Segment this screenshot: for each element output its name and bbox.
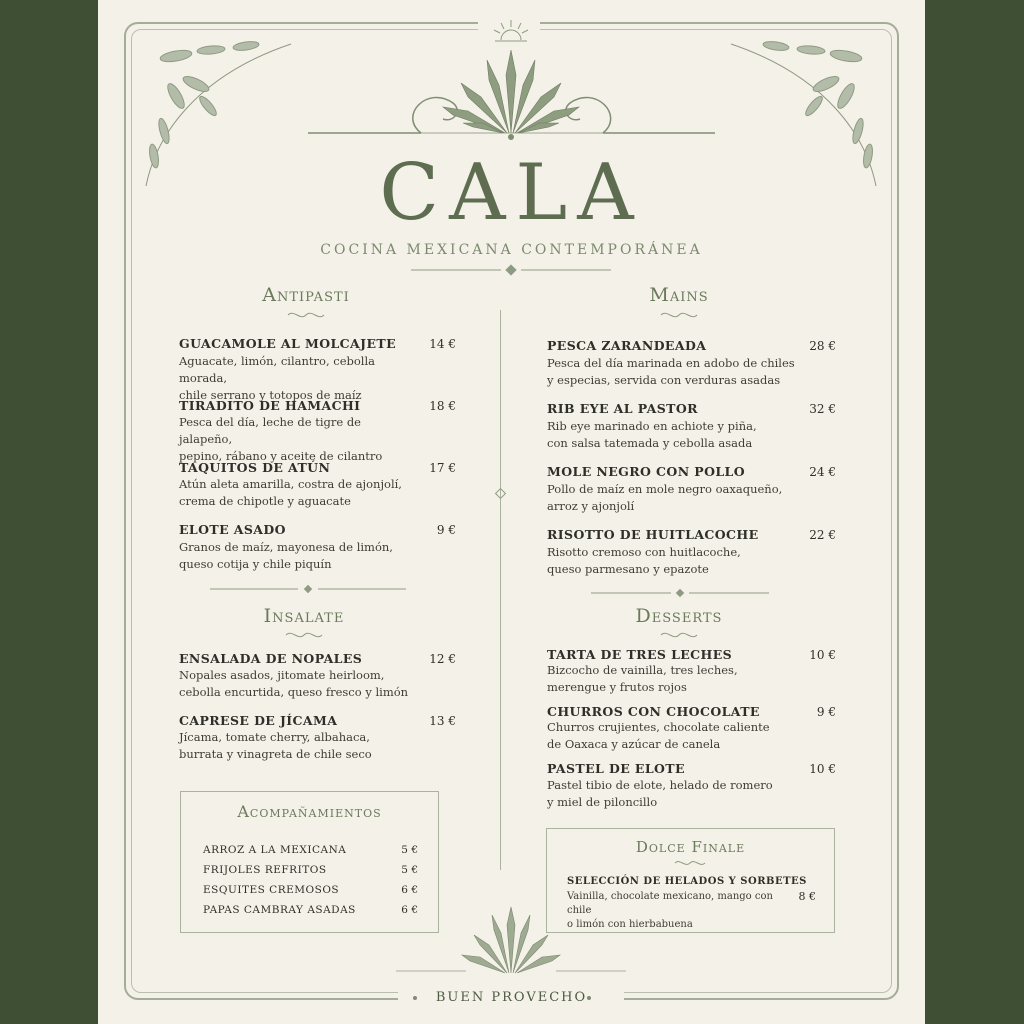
- item-name: CAPRESE DE JÍCAMA: [179, 713, 338, 728]
- finale-item-price: 8 €: [798, 890, 816, 903]
- item-name: RISOTTO DE HUITLACOCHE: [547, 527, 759, 542]
- item-price: 12 €: [429, 652, 456, 666]
- item-name: CHURROS CON CHOCOLATE: [547, 704, 760, 719]
- item-name: TIRADITO DE HAMACHI: [179, 398, 361, 413]
- item-desc: Jícama, tomate cherry, albahaca, burrata y vinagreta de chile seco: [179, 730, 372, 761]
- item-price: 10 €: [809, 648, 836, 662]
- divider-icon: [591, 588, 769, 598]
- finale-item-desc: Vainilla, chocolate mexicano, mango con chile o limón con hierbabuena: [567, 891, 773, 930]
- flourish-icon: [659, 629, 699, 641]
- section-title-desserts: Desserts: [635, 605, 723, 627]
- item-name: PESCA ZARANDEADA: [547, 338, 707, 353]
- restaurant-title: CALA: [379, 148, 644, 238]
- item-name: TAQUITOS DE ATÚN: [179, 460, 331, 475]
- section-title-insalate: Insalate: [263, 605, 345, 627]
- flourish-icon: [284, 629, 324, 641]
- footer-text: BUEN PROVECHO: [435, 990, 588, 1005]
- item-desc: Pastel tibio de elote, helado de romero y miel de piloncillo: [547, 778, 773, 809]
- item-desc: Bizcocho de vainilla, tres leches, merengue y frutos rojos: [547, 663, 738, 694]
- item-price: 32 €: [809, 402, 836, 416]
- item-name: ELOTE ASADO: [179, 522, 286, 537]
- section-title-sides: Acompañamientos: [237, 802, 382, 821]
- sun-icon: [491, 16, 531, 46]
- side-item-name: PAPAS CAMBRAY ASADAS: [203, 904, 356, 916]
- section-title-antipasti: Antipasti: [262, 284, 350, 306]
- item-desc: Aguacate, limón, cilantro, cebolla morada, chile serrano y totopos de maíz: [179, 354, 376, 402]
- item-price: 28 €: [809, 339, 836, 353]
- side-item-name: FRIJOLES REFRITOS: [203, 864, 327, 876]
- side-item-price: 5 €: [401, 864, 418, 876]
- item-price: 18 €: [429, 399, 456, 413]
- item-price: 24 €: [809, 465, 836, 479]
- side-item-name: ARROZ A LA MEXICANA: [203, 844, 347, 856]
- menu-page: [98, 0, 925, 1024]
- divider-icon: [210, 584, 406, 594]
- item-price: 14 €: [429, 337, 456, 351]
- divider-icon: [411, 264, 611, 276]
- item-desc: Atún aleta amarilla, costra de ajonjolí, crema de chipotle y aguacate: [179, 477, 402, 508]
- agave-bottom-icon: [396, 905, 626, 980]
- item-name: RIB EYE AL PASTOR: [547, 401, 698, 416]
- finale-item-name: SELECCIÓN DE HELADOS Y SORBETES: [567, 876, 807, 887]
- item-name: TARTA DE TRES LECHES: [547, 647, 733, 662]
- item-desc: Granos de maíz, mayonesa de limón, queso cotija y chile piquín: [179, 540, 393, 571]
- item-price: 22 €: [809, 528, 836, 542]
- restaurant-subtitle: COCINA MEXICANA CONTEMPORÁNEA: [320, 242, 703, 258]
- flourish-icon: [673, 858, 707, 868]
- item-price: 13 €: [429, 714, 456, 728]
- item-name: ENSALADA DE NOPALES: [179, 651, 363, 666]
- side-item-price: 6 €: [401, 884, 418, 896]
- item-price: 10 €: [809, 762, 836, 776]
- item-desc: Pesca del día marinada en adobo de chiles y especias, servida con verduras asadas: [547, 356, 795, 387]
- flourish-icon: [286, 309, 326, 321]
- flourish-icon: [659, 309, 699, 321]
- divider-diamond-icon: [494, 486, 507, 502]
- side-item-name: ESQUITES CREMOSOS: [203, 884, 340, 896]
- item-desc: Pesca del día, leche de tigre de jalapeño, pepino, rábano y aceite de cilantro: [179, 415, 383, 463]
- item-price: 9 €: [816, 705, 836, 719]
- item-name: GUACAMOLE AL MOLCAJETE: [179, 336, 397, 351]
- item-price: 9 €: [436, 523, 456, 537]
- item-price: 17 €: [429, 461, 456, 475]
- item-desc: Rib eye marinado en achiote y piña, con salsa tatemada y cebolla asada: [547, 419, 757, 450]
- item-desc: Nopales asados, jitomate heirloom, cebolla encurtida, queso fresco y limón: [179, 668, 409, 699]
- item-desc: Churros crujientes, chocolate caliente de Oaxaca y azúcar de canela: [547, 720, 770, 751]
- column-divider: [500, 310, 501, 870]
- item-name: PASTEL DE ELOTE: [547, 761, 685, 776]
- item-name: MOLE NEGRO CON POLLO: [547, 464, 746, 479]
- side-item-price: 6 €: [401, 904, 418, 916]
- section-title-mains: Mains: [649, 284, 709, 306]
- side-item-price: 5 €: [401, 844, 418, 856]
- section-title-finale: Dolce Finale: [635, 838, 746, 856]
- item-desc: Risotto cremoso con huitlacoche, queso parmesano y epazote: [547, 545, 741, 576]
- agave-ornament-icon: [303, 45, 720, 150]
- item-desc: Pollo de maíz en mole negro oaxaqueño, arroz y ajonjolí: [547, 482, 783, 513]
